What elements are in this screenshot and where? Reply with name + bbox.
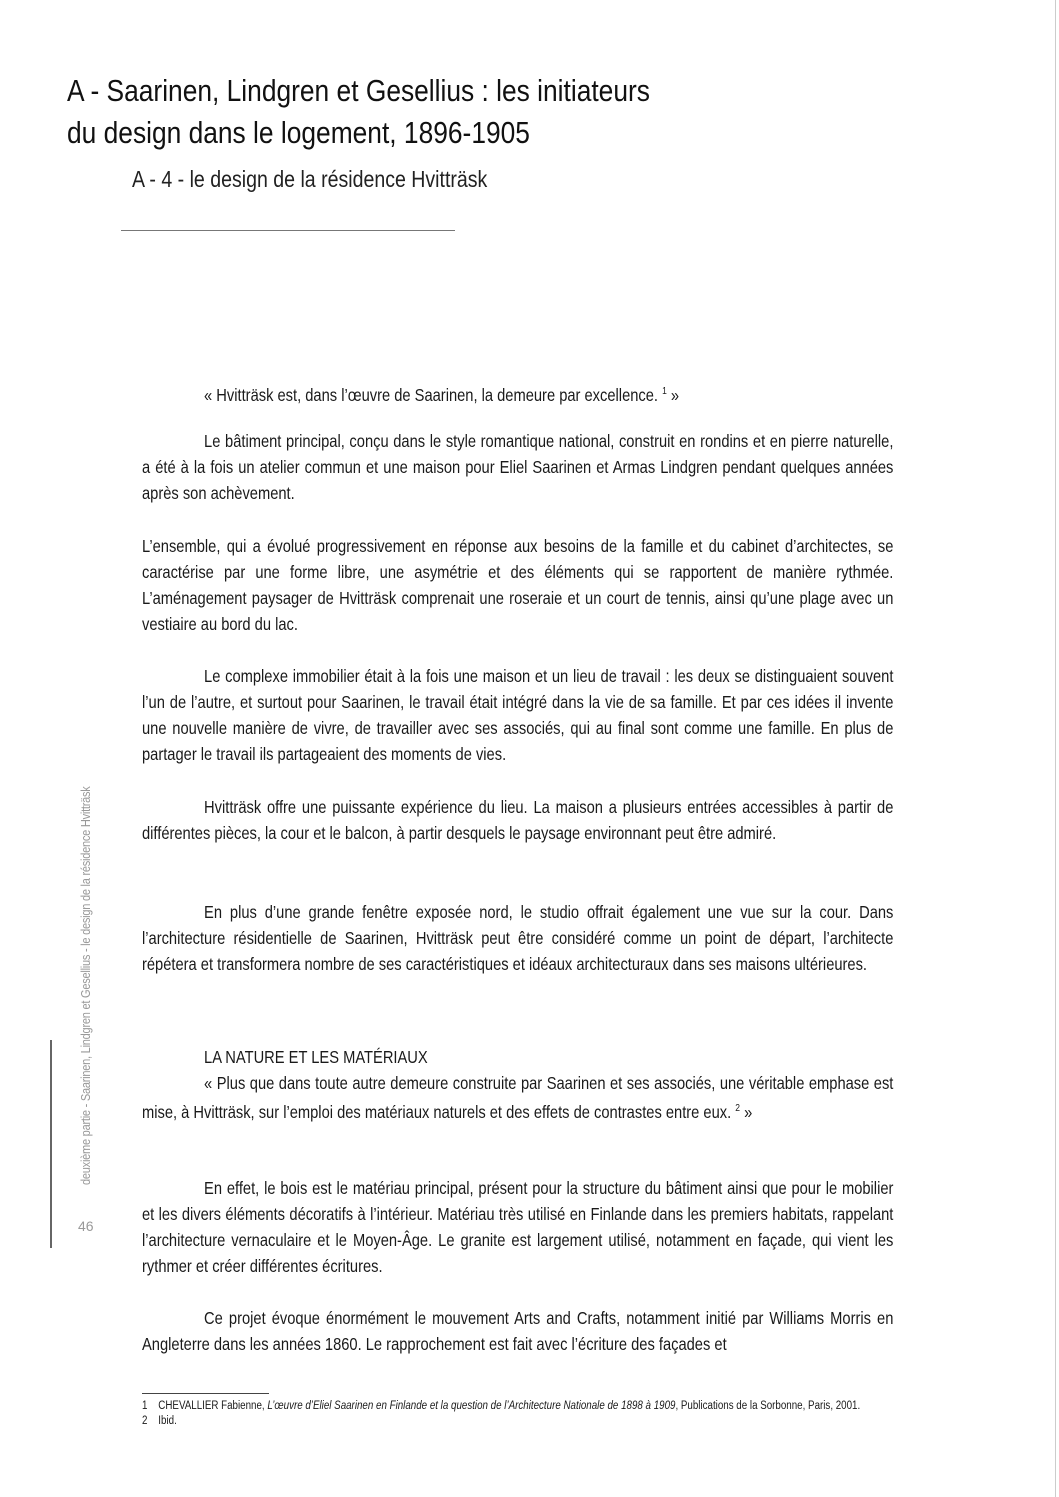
footnote-rule — [142, 1393, 269, 1394]
footnote-2: 2 Ibid. — [142, 1415, 177, 1427]
paragraph: Ce projet évoque énormément le mouvement Arts and Crafts, notamment initié par Williams Morris en Angleterre dans les années 1860. Le rapprochement est fait avec l’écriture des façades et — [142, 1308, 894, 1354]
chapter-title — [67, 70, 747, 154]
running-head-text: deuxième partie - Saarinen, Lindgren et Gesellius - le design de la résidence Hvitträsk — [78, 786, 93, 1185]
paragraph: Le bâtiment principal, conçu dans le style romantique national, construit en rondins et en pierre naturelle, a été à la fois un atelier commun et une maison pour Eliel Saarinen et Armas Lindgren pendant quelques années après son achèvement. — [142, 431, 894, 503]
paragraph: En effet, le bois est le matériau principal, présent pour la structure du bâtiment ainsi que pour le mobilier et les divers éléments décoratifs à l’intérieur. Matériau très utilisé en Finlande dans les premiers habitats, rappelant l’architecture vernaculaire et le Moyen-Âge. Le granite est largement utilisé, notamment en façade, qui vient les rythmer et créer différentes écritures. — [142, 1178, 894, 1276]
quote-1: « Hvitträsk est, dans l’œuvre de Saarinen, la demeure par excellence. $^1$ » — [204, 384, 680, 405]
footnotes — [142, 1399, 893, 1429]
paragraph: Hvitträsk offre une puissante expérience du lieu. La maison a plusieurs entrées accessibles à partir de différentes pièces, la cour et le balcon, à partir desquels le paysage environnant peut être admiré. — [142, 797, 894, 843]
footnote-ref: 2 — [735, 1103, 741, 1114]
footnote-1: 1 CHEVALLIER Fabienne, L’œuvre d’Eliel Saarinen en Finlande et la question de l’Architecture Nationale de 1898 à 1909, Publications de la Sorbonne, Paris, 2001. — [142, 1400, 861, 1412]
paragraph: En plus d’une grande fenêtre exposée nord, le studio offrait également une vue sur la cour. Dans l’architecture résidentielle de Saarinen, Hvitträsk peut être considéré comme un point de départ, l’architecte répétera et transformera nombre de ses caractéristiques et idéaux architecturaux dans ses maisons ultérieures. — [142, 902, 894, 974]
paragraph: L’ensemble, qui a évolué progressivement en réponse aux besoins de la famille et du cabinet d’architectes, se caractérise par une forme libre, une asymétrie et des éléments qui se rapportent de manière rythmée. L’aménagement paysager de Hvitträsk comprenait une roseraie et un court de tennis, ainsi qu’une plage avec un vestiaire au bord du lac. — [142, 536, 894, 634]
section-subtitle: A - 4 - le design de la résidence Hvitträsk — [132, 166, 488, 192]
quote-2: « Plus que dans toute autre demeure construite par Saarinen et ses associés, une véritable emphase est mise, à Hvitträsk, sur l’emploi des matériaux naturels et des effets de contrastes entre eux. $^2$ » — [142, 1073, 894, 1122]
page-edge-line — [1055, 0, 1056, 1497]
page-number: 46 — [78, 1218, 94, 1234]
footnote-ref: 1 — [662, 386, 667, 397]
running-head — [78, 716, 93, 1185]
title-divider — [121, 230, 455, 231]
paragraph: Le complexe immobilier était à la fois une maison et un lieu de travail : les deux se distinguaient souvent l’un de l’autre, et surtout pour Saarinen, le travail était intégré dans la vie de sa famille. Et par ces idées il invente une nouvelle manière de vivre, de travailler avec ses associés, qui au final sont comme une famille. En plus de partager le travail ils partageaient des moments de vies. — [142, 666, 894, 764]
sidebar-rule — [50, 1040, 52, 1248]
title-line-2: du design dans le logement, 1896-1905 — [67, 115, 530, 150]
section-heading-block — [142, 1044, 893, 1125]
section-heading: LA NATURE ET LES MATÉRIAUX — [204, 1047, 428, 1067]
title-line-1: A - Saarinen, Lindgren et Gesellius : les initiateurs — [67, 73, 650, 108]
